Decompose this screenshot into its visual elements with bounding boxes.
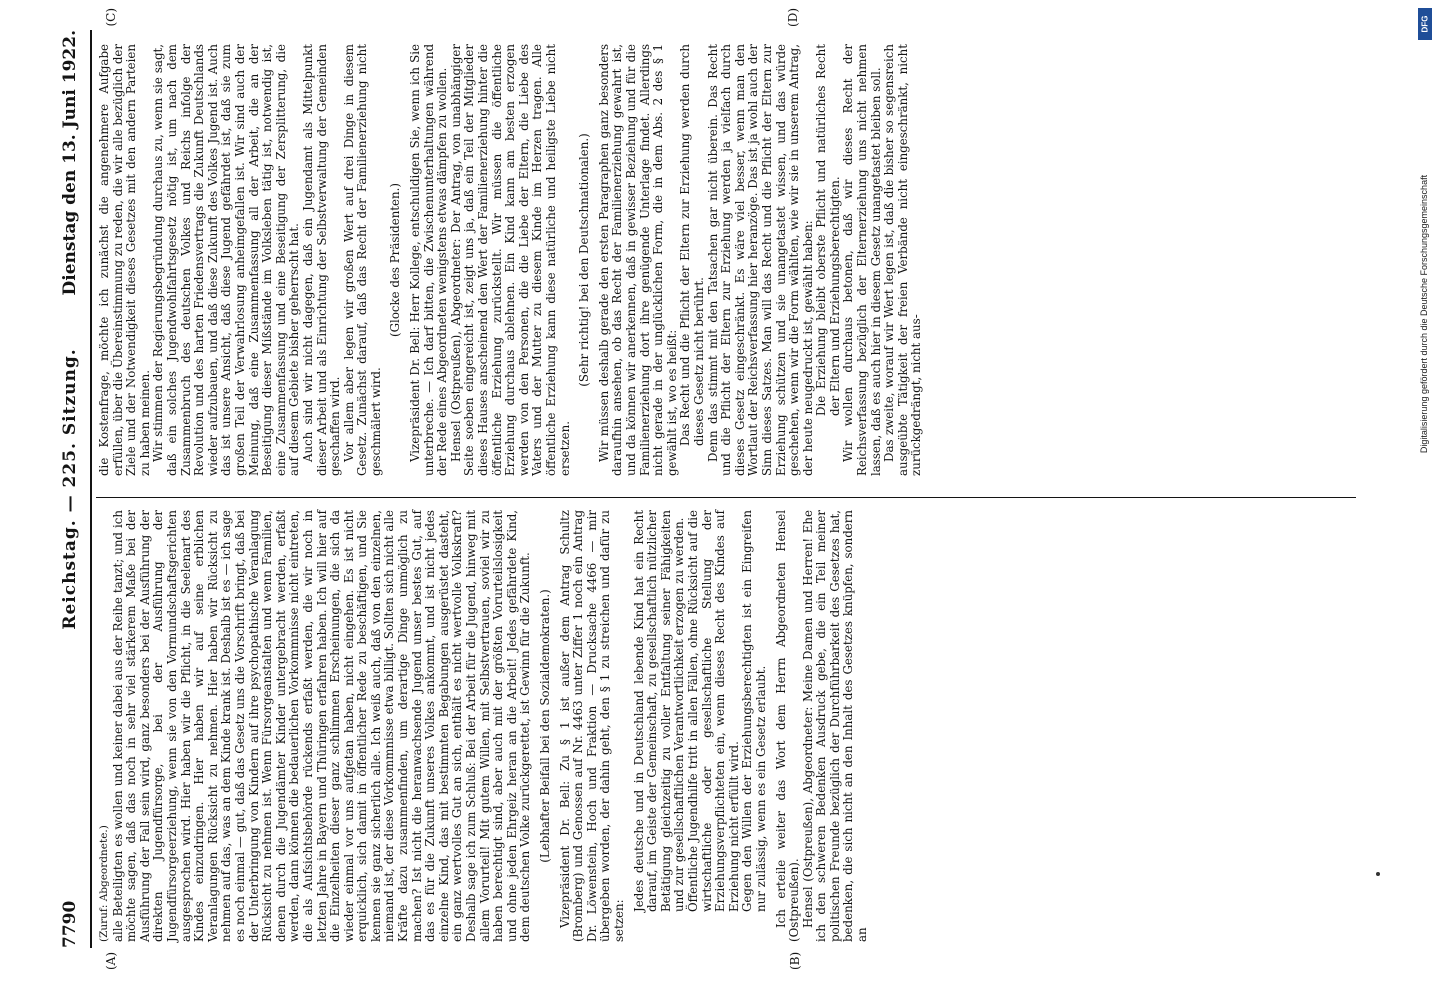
- paragraph: Vizepräsident Dr. Bell: Zu § 1 ist außer dem Antrag Schultz (Bromberg) und Genossen auf Nr. 4463 unter Ziffer 1 noch ein Antrag Dr. Löwenstein, Hoch und Fraktion — Drucksache 4466 — mir übergeben worden, der dahin geht, den § 1 zu streichen und dafür zu setzen:: [557, 510, 626, 942]
- dfg-logo: DFG: [1418, 8, 1432, 40]
- paragraph: Vizepräsident Dr. Bell: Herr Kollege, entschuldigen Sie, wenn ich Sie unterbreche. — Ich darf bitten, die Zwischenunterhaltungen während der Rede eines Abgeordneten wenigstens etwas dämpfen zu wollen.: [408, 44, 450, 476]
- session-date: Dienstag den 13. Juni 1922.: [60, 30, 80, 296]
- column-divider: [96, 497, 1356, 498]
- paragraph: Vor allem aber legen wir großen Wert auf drei Dinge in diesem Gesetz. Zunächst darauf, daß das Recht der Familienerziehung nicht geschmälert wird.: [341, 44, 383, 476]
- speaker-paragraph: Hensel (Ostpreußen), Abgeordneter: Der Antrag, von unabhängiger Seite soeben eingereicht ist, zeigt uns ja, daß ein Teil der Mitglieder dieses Hauses anscheinend den Wert der Familienerziehung hinter die öffentliche Erziehung zurückstellt. Wir müssen die öffentliche Erziehung durchaus ablehnen. Ein Kind kann am besten erzogen werden von den Personen, die die Liebe der Eltern, die Liebe des Vaters und der Mutter zu diesem Kinde im Herzen tragen. Alle öffentliche Erziehung kann diese natürliche und heiligste Liebe nicht ersetzen.: [448, 44, 572, 476]
- margin-mark-a: (A): [104, 951, 118, 970]
- left-column: [98, 510, 870, 942]
- margin-mark-b: (B): [788, 951, 802, 970]
- page-title: Reichstag. — 225. Sitzung.: [60, 348, 80, 630]
- page-number: 7790: [60, 900, 80, 948]
- paragraph: Wir müssen deshalb gerade den ersten Paragraphen ganz besonders daraufhin ansehen, ob das Recht der Familienerziehung gewahrt ist, und da können wir anerkennen, daß in gewisser Beziehung und für die Familienerziehung dort ihre genügende Unterlage findet. Allerdings nicht gerade in der unglücklichen Form, die in dem Abs. 2 des § 1 gewählt ist, wo es heißt:: [596, 44, 679, 476]
- paragraph: alle Beteiligten es wollen und keiner dabei aus der Reihe tanzt; und ich möchte sagen, daß das noch in sehr viel stärkerem Maße bei der Ausführung der Fall sein wird, ganz besonders bei der Ausführung der direkten Jugendfürsorge, bei der Ausführung der Jugendfürsorgeerziehung, wenn sie von den Vormundschaftsgerichten ausgesprochen wird. Hier haben wir die Pflicht, in die Seelenart des Kindes einzudringen. Hier haben wir auf seine erblichen Veranlagungen Rücksicht zu nehmen. Hier haben wir Rücksicht zu nehmen auf das, was an dem Kinde krank ist. Deshalb ist es — ich sage es noch einmal — gut, daß das Gesetz uns die Vorschrift bringt, daß bei der Unterbringung von Kindern auf ihre psychopathische Veranlagung Rücksicht zu nehmen ist. Wenn Fürsorgeanstalten und wenn Familien, denen durch die Jugendämter Kinder untergebracht werden, erfaßt werden, dann können die bedauerlichen Vorkommnisse nicht eintreten, die als Aufsichtsbehörde rückends erfaßt werden, die wir noch in letzten Jahre in Bayern und Thüringen erfahren haben. Ich will hier auf die Einzelheiten dieser ganz schlimmen Erscheinungen, die sich da wieder einmal vor uns aufgetan haben, nicht eingehen. Es ist nicht erquicklich, sich damit in öffentlicher Rede zu beschäftigen, und Sie kennen sie ganz sicherlich alle. Ich weiß auch, daß von den einzelnen, niemand ist, der diese Vorkommnisse etwa billigt. Sollten sich nicht alle Kräfte dazu zusammenfinden, um derartige Dinge unmöglich zu machen? Ist nicht die heranwachsende Jugend unser bestes Gut, auf das es für die Zukunft unseres Volkes ankommt, und ist nicht jedes einzelne Kind, das mit bestimmten Begabungen ausgerüstet dasteht, ein ganz wertvolles Gut an sich, enthält es nicht wertvolle Volkskraft? Deshalb sage ich zum Schluß: Bei der Arbeit für die Jugend, hinweg mit allem Vorurteil! Mit gutem Willen, mit Selbstvertrauen, soviel wir zu haben berechtigt sind, aber auch mit der größten Vorurteilslosigkeit und ohne jeden Ehrgeiz heran an die Arbeit! Jedes gefährdete Kind, dem deutschen Volke zurückgerettet, ist Gewinn für die Zukunft.: [110, 510, 533, 942]
- quote-text: Die Erziehung bleibt oberste Pflicht und natürliches Recht der Eltern und Erziehungsberechtigten.: [814, 44, 842, 416]
- motion-text: Öffentliche Jugendhilfe tritt in allen Fällen, ohne Rücksicht auf die wirtschaftliche oder gesellschaftliche Stellung der Erziehungsverpflichteten ein, wenn dieses Recht des Kindes auf Erziehung nicht erfüllt wird.: [685, 510, 741, 912]
- digitization-credit: [1416, 14, 1432, 614]
- paragraph: Das zweite, worauf wir Wert legen ist, daß die bisher so segensreich ausgeübte Tätigkeit der freien Verbände nicht eingeschränkt, nicht zurückgedrängt, nicht aus-: [882, 44, 924, 476]
- speaker-paragraph: Hensel (Ostpreußen), Abgeordneter: Meine Damen und Herren! Ehe ich den schweren Bedenken Ausdruck gebe, die ein Teil meiner politischen Freunde bezüglich der Durchführbarkeit des Gesetzes hat, bedenken, die sich nicht an den Inhalt des Gesetzes knüpfen, sondern an: [800, 510, 870, 942]
- motion-text: Jedes deutsche und in Deutschland lebende Kind hat ein Recht darauf, im Geiste der Gemeinschaft, zu gesellschaftlich nützlicher Betätigung gleichzeitig zu voller Entfaltung seiner Fähigkeiten und zur gesellschaftlichen Verantwortlichkeit erzogen zu werden.: [631, 510, 687, 912]
- interjection: (Zuruf: Abgeordnete.): [98, 825, 110, 942]
- running-head: [56, 30, 90, 948]
- right-column: [98, 44, 924, 476]
- paragraph: Ich erteile weiter das Wort dem Herrn Abgeordneten Hensel (Ostpreußen).: [773, 510, 802, 942]
- applause-note: (Sehr richtig! bei den Deutschnationalen.): [577, 133, 592, 387]
- header-rule: [90, 30, 92, 948]
- applause-note: (Lebhafter Beifall bei den Sozialdemokraten.): [538, 589, 552, 863]
- paragraph: Denn das stimmt mit den Tatsachen gar nicht überein. Das Recht und die Pflicht der Eltern zur Erziehung werden ja vielfach durch dieses Gesetz eingeschränkt. Es wäre viel besser, wenn man den Wortlaut der Reichsverfassung hier heranzöge. Das ist ja wohl auch der Sinn dieses Satzes. Man will das Recht und die Pflicht der Eltern zur Erziehung schützen und sie unangetastet wissen, und das würde geschehen, wenn wir die Form wählten, wie wir sie in unserem Antrag, der heute neugedruckt ist, gewählt haben:: [705, 44, 815, 476]
- bell-note: (Glocke des Präsidenten.): [388, 183, 403, 337]
- paragraph: Wir wollen durchaus betonen, daß wir dieses Recht der Reichsverfassung bezüglich der Elternerziehung uns nicht nehmen lassen, daß es auch hier in diesem Gesetz unangetastet bleiben soll.: [841, 44, 883, 476]
- paragraph: Wir stimmen der Regierungsbegründung durchaus zu, wenn sie sagt, daß ein solches Jugendwohlfahrtsgesetz nötig ist, um nach dem Zusammenbruch des deutschen Volkes und Reichs infolge der Revolution und des harten Friedensvertrags die Zukunft Deutschlands wieder aufzubauen, und daß diese Zukunft des Volkes Jugend ist. Auch das ist unsere Ansicht, daß diese Jugend gefährdet ist, daß sie zum großen Teil der Verwahrlosung anheimgefallen ist. Wir sind auch der Meinung, daß eine Zusammenfassung all der Arbeit, die an der Beseitigung dieser Mißstände im Volksleben tätig ist, notwendig ist, eine Zusammenfassung und eine Beseitigung der Zersplitterung, die auf diesem Gebiete bisher geherrscht hat.: [151, 44, 302, 476]
- margin-mark-c: (C): [104, 8, 118, 27]
- paragraph: die Kostenfrage, möchte ich zunächst die angenehmere Aufgabe erfüllen, über die Übereinstimmung zu reden, die wir alle bezüglich der Ziele und der Notwendigkeit dieses Gesetzes mit den andern Parteien zu haben meinen.: [97, 44, 152, 476]
- credit-text: Digitalisierung gefördert durch die Deutsche Forschungsgemeinschaft: [1419, 174, 1429, 454]
- quote-text: Das Recht und die Pflicht der Eltern zur Erziehung werden durch dieses Gesetz nicht berührt.: [678, 44, 706, 446]
- scan-speck: [1376, 872, 1380, 876]
- paragraph: Auch sind wir nicht dagegen, daß ein Jugendamt als Mittelpunkt dieser Arbeit und als Einrichtung der Selbstverwaltung der Gemeinden geschaffen wird.: [300, 44, 343, 476]
- margin-mark-d: (D): [786, 8, 800, 27]
- motion-text: Gegen den Willen der Erziehungsberechtigten ist ein Eingreifen nur zulässig, wenn es ein Gesetz erlaubt.: [740, 510, 768, 912]
